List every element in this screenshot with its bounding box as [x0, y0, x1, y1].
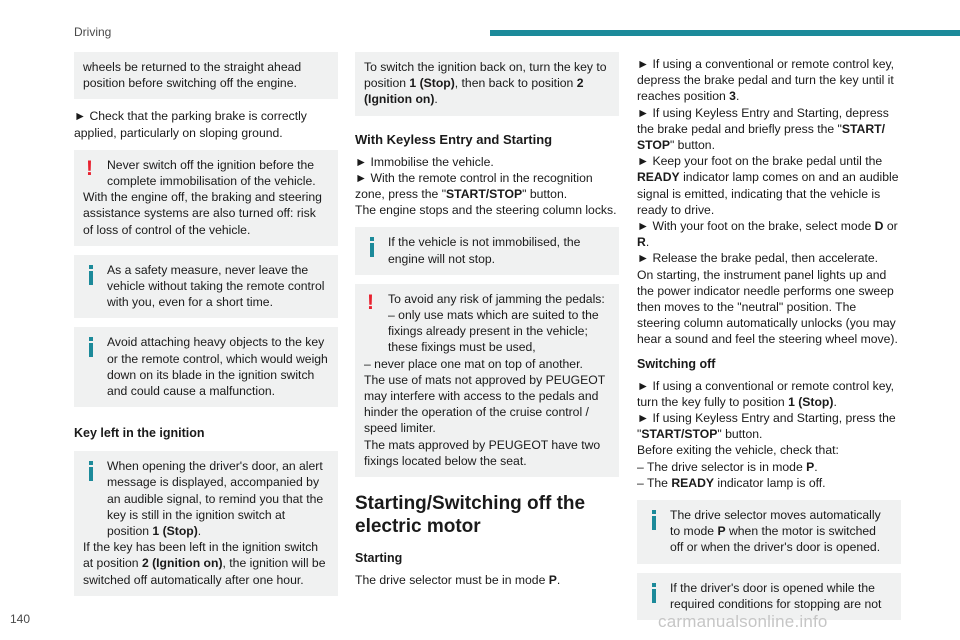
info-text: If the vehicle is not immobilised, the engine will not stop.: [388, 235, 581, 266]
warning-text: The use of mats not approved by PEUGEOT may interfere with access to the pedals and hinder the operation of the cruise control / speed limiter.: [364, 372, 605, 436]
info-text: The drive selector moves automatically to mode: [670, 508, 881, 539]
warning-text: – never place one mat on top of another.: [364, 356, 583, 371]
engine-stops-paragraph: The engine stops and the steering column locks.: [355, 203, 617, 218]
bold-stop: 1 (Stop): [152, 524, 198, 539]
heading-starting: Starting: [355, 551, 403, 566]
warning-text: The mats approved by PEUGEOT have two fixings located below the seat.: [364, 437, 601, 468]
info-text: When opening the driver's door, an alert message is displayed, accompanied by an audible signal, to remind you that the key is still in the ignition switch at position: [107, 459, 324, 539]
info-box-key-left: When opening the driver's door, an alert message is displayed, accompanied by an audible signal, to remind you that the key is still in the ignition switch at position 1 (Stop). If the key has been left in the ignition switch at position 2 (Ignition on), the ignition will be switched off automatically after one hour.: [74, 451, 338, 596]
key-paragraph: ► If using a conventional or remote control key, depress the brake pedal and turn the key until it reaches position 3.: [637, 57, 895, 104]
box-text: , then back to position: [454, 76, 574, 91]
release-paragraph: ► Release the brake pedal, then accelerate.: [637, 251, 879, 266]
info-box-auto-p: [637, 500, 901, 564]
warning-box-switch-off: [74, 150, 338, 246]
bold-ready: READY: [671, 475, 715, 490]
info-text: Avoid attaching heavy objects to the key or the remote control, which would weigh down on its blade in the ignition switch and could cause a malfunction.: [107, 335, 328, 399]
watermark: carmanualsonline.info: [658, 612, 828, 631]
heading-starting-motor: Starting/Switching off the electric motor: [355, 493, 586, 538]
keyless-paragraph: ► If using Keyless Entry and Starting, depress the brake pedal and briefly press the "START/ STOP" button.: [637, 105, 889, 153]
column-3: [637, 52, 901, 620]
warning-text: – only use mats which are suited to the fixings already present in the vehicle; these fixings must be used,: [388, 308, 599, 355]
section-label: Driving: [74, 25, 112, 39]
exclamation-icon: !: [86, 156, 93, 180]
bold-mode-r: R: [637, 235, 646, 250]
warning-text: Never switch off the ignition before the complete immobilisation of the vehicle.: [107, 157, 316, 189]
bold-mode-p: P: [548, 573, 557, 588]
check-paragraph: Before exiting the vehicle, check that:: [637, 443, 839, 458]
immobilise-paragraph: ► Immobilise the vehicle.: [355, 154, 494, 169]
remote-paragraph: ► With the remote control in the recognition zone, press the "START/STOP" button.: [355, 170, 593, 202]
info-icon: [89, 265, 93, 285]
info-box-not-immobilised: [355, 227, 619, 274]
bold-mode-p: P: [806, 459, 815, 474]
info-icon: [89, 337, 93, 357]
parking-brake-paragraph: ► Check that the parking brake is correctly applied, particularly on sloping ground.: [74, 109, 307, 140]
info-icon: [652, 510, 656, 530]
bold-stop: 1 (Stop): [409, 76, 455, 91]
bold-position-3: 3: [729, 89, 736, 104]
ready-off-paragraph: – The READY indicator lamp is off.: [637, 475, 826, 490]
bold-ignition-on: 2 (Ignition on): [364, 76, 584, 107]
info-icon: [652, 583, 656, 603]
heading-switching-off: Switching off: [637, 356, 716, 371]
heading-key-left: Key left in the ignition: [74, 426, 205, 441]
info-text: As a safety measure, never leave the vehicle without taking the remote control with you, even for a short time.: [107, 262, 325, 310]
info-text: If the key has been left in the ignition switch at position: [83, 540, 319, 571]
bold-stop: 1 (Stop): [788, 394, 834, 409]
column-1: [74, 52, 338, 596]
box-text: wheels be returned to the straight ahead position before switching off the engine.: [83, 60, 302, 91]
bold-mode-p: P: [717, 524, 726, 539]
warning-box-mats: [355, 284, 619, 477]
info-box-remote: [74, 255, 338, 319]
bold-ignition-on: 2 (Ignition on): [141, 556, 223, 571]
info-icon: [89, 461, 93, 481]
ready-paragraph: ► Keep your foot on the brake pedal until the READY indicator lamp comes on and an audible signal is emitted, indicating that the vehicle is ready to drive.: [637, 154, 899, 217]
box-switch-back-on: To switch the ignition back on, turn the key to position 1 (Stop), then back to position 2 (Ignition on).: [355, 52, 619, 116]
page-number: 140: [10, 612, 31, 626]
bold-ready: READY: [637, 170, 680, 185]
column-2: [355, 52, 619, 588]
info-icon: [370, 237, 374, 257]
bold-start-stop: START/STOP: [641, 427, 718, 442]
warning-text: To avoid any risk of jamming the pedals:: [388, 291, 605, 306]
bold-mode-d: D: [874, 219, 884, 234]
mode-p-paragraph: – The drive selector is in mode P.: [637, 459, 818, 474]
bold-start-stop: START/ STOP: [637, 121, 885, 153]
box-text: To switch the ignition back on, turn the key to position: [364, 60, 607, 91]
info-text: when the motor is switched off or when the driver's door is opened.: [670, 524, 881, 555]
exclamation-icon: !: [367, 290, 374, 314]
selector-paragraph: The drive selector must be in mode P.: [355, 573, 561, 588]
continued-warning-box: [74, 52, 338, 99]
info-box-heavy-objects: [74, 327, 338, 407]
instrument-paragraph: On starting, the instrument panel lights up and the power indicator needle performs one sweep then moves to the "neutral" position. The steering column automatically unlocks (you may hear a sound and feel the steering wheel move).: [637, 267, 898, 347]
heading-keyless: With Keyless Entry and Starting: [355, 131, 553, 147]
conventional-key-paragraph: ► If using a conventional or remote control key, turn the key fully to position 1 (Stop).: [637, 378, 895, 409]
header-accent-bar: [490, 30, 960, 36]
select-mode-paragraph: ► With your foot on the brake, select mode D or R.: [637, 219, 898, 250]
bold-start-stop: START/STOP: [446, 187, 523, 202]
info-text: If the driver's door is opened while the required conditions for stopping are not: [670, 580, 882, 611]
warning-text: With the engine off, the braking and steering assistance systems are also turned off: risk of loss of control of the vehicle.: [83, 190, 322, 237]
info-text: , the ignition will be switched off automatically after one hour.: [83, 556, 326, 587]
keyless-off-paragraph: ► If using Keyless Entry and Starting, press the "START/STOP" button.: [637, 411, 896, 442]
